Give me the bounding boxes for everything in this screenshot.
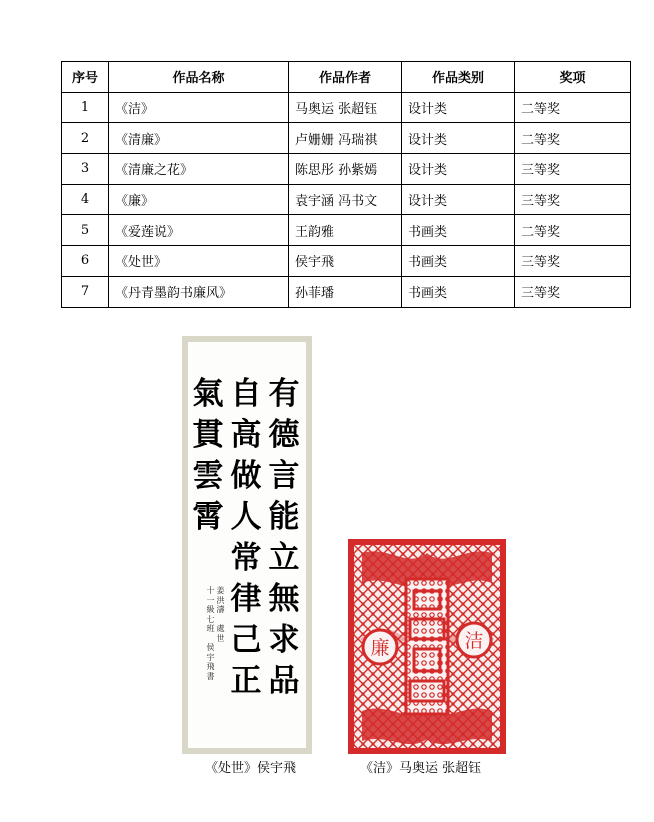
cell-author: 马奥运 张超钰	[289, 92, 402, 123]
calligraphy-column-1	[266, 374, 302, 702]
cell-category: 设计类	[402, 92, 515, 123]
cell-category: 设计类	[402, 123, 515, 154]
calligraphy-character: 求	[268, 622, 300, 658]
cell-number: 6	[62, 246, 109, 277]
cell-category: 设计类	[402, 154, 515, 185]
calligraphy-character: 自	[230, 376, 262, 412]
papercut-left-character: 廉	[370, 637, 390, 659]
calligraphy-character: 正	[230, 663, 262, 699]
papercut-right-character: 洁	[464, 630, 484, 652]
table-row	[62, 246, 631, 277]
calligraphy-character: 能	[268, 499, 300, 535]
header-title: 作品名称	[109, 62, 289, 93]
signature-character: 十	[206, 586, 215, 595]
calligraphy-character: 氣	[192, 376, 224, 412]
calligraphy-artwork	[182, 336, 312, 754]
cell-award: 三等奖	[515, 246, 631, 277]
calligraphy-character: 無	[268, 581, 300, 617]
papercut-caption: 《洁》马奥运 张超钰	[360, 761, 482, 776]
calligraphy-character: 做	[230, 458, 262, 494]
cell-number: 3	[62, 154, 109, 185]
cell-title: 《洁》	[109, 92, 289, 123]
table-row	[62, 92, 631, 123]
cell-number: 5	[62, 215, 109, 246]
calligraphy-paper	[188, 342, 306, 748]
calligraphy-character: 言	[268, 458, 300, 494]
cell-category: 书画类	[402, 246, 515, 277]
cell-award: 二等奖	[515, 92, 631, 123]
signature-column-2	[206, 586, 215, 681]
table-row	[62, 215, 631, 246]
cell-category: 书画类	[402, 276, 515, 307]
table-header-row	[62, 62, 631, 93]
signature-character: 班	[206, 624, 215, 633]
signature-character	[206, 634, 215, 644]
calligraphy-character: 律	[230, 581, 262, 617]
calligraphy-character: 常	[230, 540, 262, 576]
cell-award: 二等奖	[515, 123, 631, 154]
calligraphy-character: 立	[268, 540, 300, 576]
cell-author: 袁宇涵 冯书文	[289, 184, 402, 215]
signature-character: 書	[206, 671, 215, 681]
header-author: 作品作者	[289, 62, 402, 93]
papercut-center-column	[406, 579, 448, 714]
signature-character: 洪	[216, 595, 225, 605]
cell-award: 三等奖	[515, 276, 631, 307]
cell-category: 设计类	[402, 184, 515, 215]
cell-author: 卢姗姗 冯瑞祺	[289, 123, 402, 154]
table-row	[62, 184, 631, 215]
table-row	[62, 154, 631, 185]
calligraphy-character: 人	[230, 499, 262, 535]
cell-author: 王韵雅	[289, 215, 402, 246]
cell-title: 《丹青墨韵书廉风》	[109, 276, 289, 307]
calligraphy-caption: 《处世》侯宇飛	[205, 761, 297, 776]
cell-author: 孙菲璠	[289, 276, 402, 307]
signature-character: 濤	[216, 605, 225, 614]
cell-author: 侯宇飛	[289, 246, 402, 277]
header-category: 作品类别	[402, 62, 515, 93]
signature-column-1	[216, 586, 225, 643]
cell-title: 《处世》	[109, 246, 289, 277]
cell-number: 1	[62, 92, 109, 123]
cell-title: 《清廉之花》	[109, 154, 289, 185]
cell-title: 《爱莲说》	[109, 215, 289, 246]
calligraphy-character: 貫	[192, 417, 224, 453]
signature-character: 世	[216, 633, 225, 643]
cell-award: 三等奖	[515, 184, 631, 215]
cell-number: 2	[62, 123, 109, 154]
calligraphy-character: 品	[268, 663, 300, 699]
table-row	[62, 276, 631, 307]
cell-number: 4	[62, 184, 109, 215]
calligraphy-character: 高	[230, 417, 262, 453]
signature-character: 宇	[206, 652, 215, 662]
header-award: 奖项	[515, 62, 631, 93]
signature-character: 一	[206, 595, 215, 605]
calligraphy-character: 有	[268, 376, 300, 412]
calligraphy-character: 雲	[192, 458, 224, 494]
signature-character	[216, 615, 225, 625]
cell-number: 7	[62, 276, 109, 307]
papercut-artwork	[348, 539, 506, 754]
cell-title: 《廉》	[109, 184, 289, 215]
cell-award: 三等奖	[515, 154, 631, 185]
signature-character: 處	[216, 624, 225, 633]
table-row	[62, 123, 631, 154]
signature-character: 七	[206, 614, 215, 624]
cell-award: 二等奖	[515, 215, 631, 246]
cell-title: 《清廉》	[109, 123, 289, 154]
cell-author: 陈思彤 孙紫嫣	[289, 154, 402, 185]
signature-character: 級	[206, 605, 215, 614]
calligraphy-column-3	[190, 374, 226, 538]
signature-character: 侯	[206, 643, 215, 652]
signature-character: 飛	[206, 662, 215, 671]
calligraphy-character: 己	[230, 622, 262, 658]
calligraphy-character: 德	[268, 417, 300, 453]
cell-category: 书画类	[402, 215, 515, 246]
header-number: 序号	[62, 62, 109, 93]
calligraphy-column-2	[228, 374, 264, 702]
signature-character: 姜	[216, 586, 225, 595]
calligraphy-character: 霄	[192, 499, 224, 535]
awards-table	[61, 61, 631, 308]
